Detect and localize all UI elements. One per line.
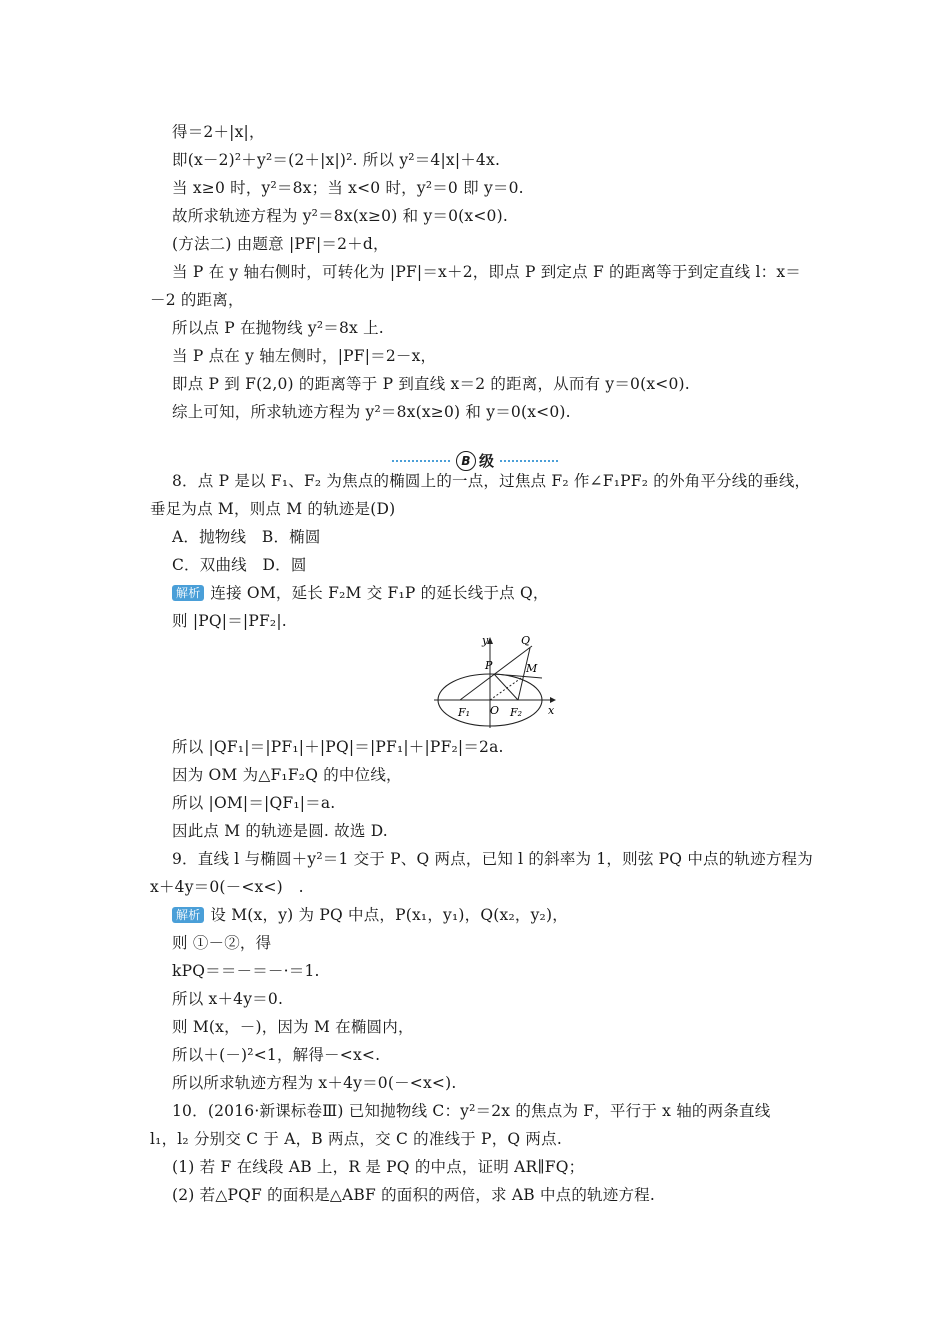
label-f1: F₁ (458, 706, 471, 719)
label-x: x (548, 704, 555, 717)
level-badge (456, 451, 494, 471)
text-line: 当 P 点在 y 轴左侧时，|PF|＝2－x， (172, 347, 437, 365)
text-line: 得＝2＋|x|， (172, 123, 265, 141)
text-line: 综上可知，所求轨迹方程为 y²＝8x(x≥0) 和 y＝0(x<0). (172, 403, 571, 421)
line-p-f2 (494, 674, 518, 700)
question-9-answer: x＋4y＝0(－<x<) . (150, 878, 304, 896)
question-8-solution (172, 582, 549, 604)
ellipse-figure (432, 632, 562, 732)
text-line: －2 的距离， (150, 291, 244, 309)
level-label: 级 (479, 452, 495, 470)
label-f2: F₂ (510, 706, 523, 719)
label-p: P (485, 659, 493, 672)
text-line: 因为 OM 为△F₁F₂Q 的中位线， (172, 766, 402, 784)
text-line: 所以所求轨迹方程为 x＋4y＝0(－<x<). (172, 1074, 457, 1092)
solution-text: 连接 OM，延长 F₂M 交 F₁P 的延长线于点 Q， (210, 584, 549, 602)
question-10-part-2: (2) 若△PQF 的面积是△ABF 的面积的两倍，求 AB 中点的轨迹方程. (172, 1186, 655, 1204)
text-line: 即点 P 到 F(2,0) 的距离等于 P 到直线 x＝2 的距离，从而有 y＝0(x<0). (172, 375, 690, 393)
text-line: 当 P 在 y 轴右侧时，可转化为 |PF|＝x＋2，即点 P 到定点 F 的距离等于到定直线 l：x＝ (172, 263, 801, 281)
label-q: Q (521, 634, 531, 647)
text-line: 当 x≥0 时，y²＝8x；当 x<0 时，y²＝0 即 y＝0. (172, 179, 524, 197)
text-line: 所以 x＋4y＝0. (172, 990, 284, 1008)
text-line: 所以点 P 在抛物线 y²＝8x 上. (172, 319, 384, 337)
question-8-options-cd: C．双曲线 D．圆 (172, 556, 307, 574)
question-10-stem: 10．(2016·新课标卷Ⅲ) 已知抛物线 C：y²＝2x 的焦点为 F，平行于 x 轴的两条直线 (172, 1102, 771, 1120)
text-line: 故所求轨迹方程为 y²＝8x(x≥0) 和 y＝0(x<0). (172, 207, 508, 225)
label-o: O (490, 704, 500, 717)
divider-dots-right (500, 460, 558, 462)
text-line: 则 M(x，－)，因为 M 在椭圆内， (172, 1018, 414, 1036)
text-line: 所以＋(－)²<1，解得－<x<. (172, 1046, 381, 1064)
x-axis-arrow (550, 697, 556, 703)
text-line: kPQ＝＝－＝－·＝1. (172, 962, 320, 980)
text-line: 因此点 M 的轨迹是圆. 故选 D. (172, 822, 388, 840)
question-9-stem: 9．直线 l 与椭圆＋y²＝1 交于 P、Q 两点，已知 l 的斜率为 1，则弦 PQ 中点的轨迹方程为 (172, 850, 813, 868)
question-9-solution (172, 904, 568, 926)
text-line: (方法二) 由题意 |PF|＝2＋d， (172, 235, 389, 253)
text-line: 则 ①－②，得 (172, 934, 272, 952)
label-y: y (482, 634, 489, 647)
question-8-options-ab: A．抛物线 B．椭圆 (172, 528, 321, 546)
text-line: 所以 |QF₁|＝|PF₁|＋|PQ|＝|PF₁|＋|PF₂|＝2a. (172, 738, 504, 756)
analysis-tag: 解析 (172, 585, 204, 601)
question-8-stem-cont: 垂足为点 M，则点 M 的轨迹是(D) (150, 500, 396, 518)
section-divider (392, 451, 558, 471)
analysis-tag: 解析 (172, 907, 204, 923)
question-8-stem: 8．点 P 是以 F₁、F₂ 为焦点的椭圆上的一点，过焦点 F₂ 作∠F₁PF₂ 的外角平分线的垂线， (172, 472, 811, 490)
question-10-part-1: (1) 若 F 在线段 AB 上，R 是 PQ 的中点，证明 AR∥FQ； (172, 1158, 585, 1176)
solution-text: 设 M(x，y) 为 PQ 中点，P(x₁，y₁)，Q(x₂，y₂)， (210, 906, 568, 924)
text-line: 则 |PQ|＝|PF₂|. (172, 612, 287, 630)
label-m: M (526, 662, 538, 675)
line-f1-q (460, 646, 532, 700)
question-10-stem-cont: l₁，l₂ 分别交 C 于 A，B 两点，交 C 的准线于 P，Q 两点. (150, 1130, 562, 1148)
level-letter: B (456, 451, 476, 471)
divider-dots-left (392, 460, 450, 462)
text-line: 所以 |OM|＝|QF₁|＝a. (172, 794, 336, 812)
text-line: 即(x－2)²＋y²＝(2＋|x|)². 所以 y²＝4|x|＋4x. (172, 151, 501, 169)
